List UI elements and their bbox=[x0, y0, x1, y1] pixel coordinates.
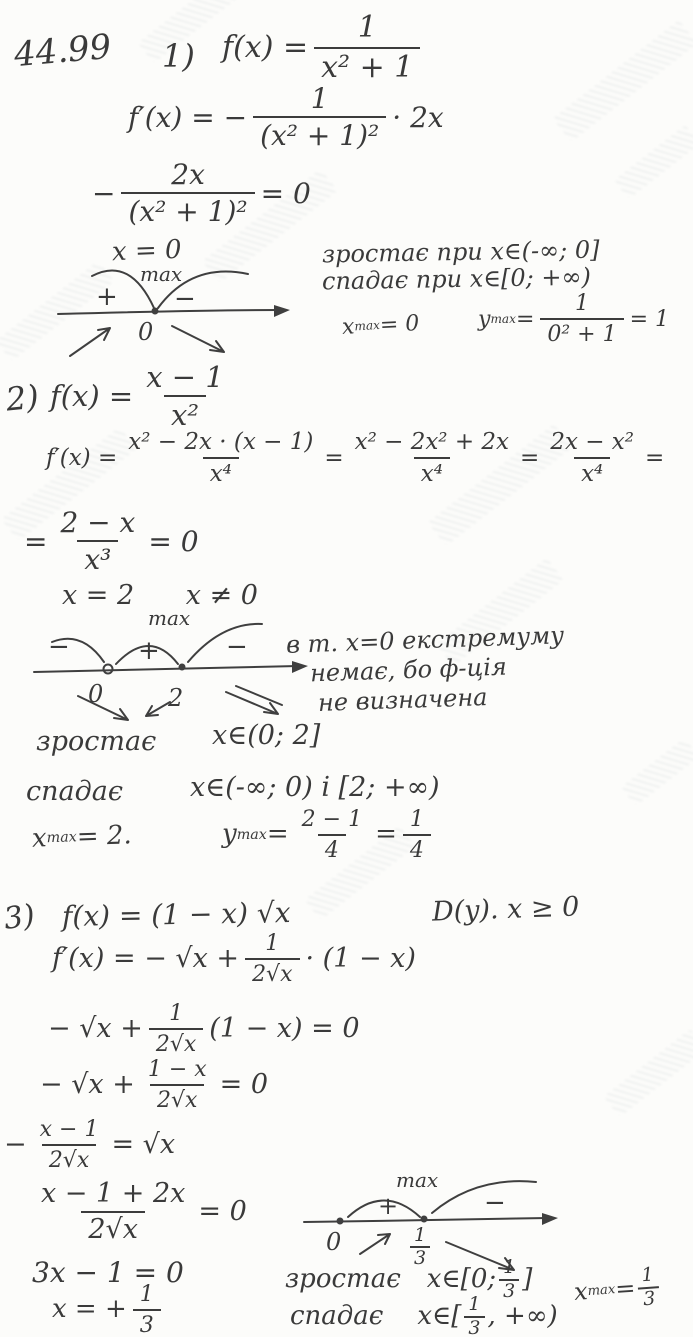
fraction-numerator: 1 bbox=[310, 82, 329, 115]
p3-deriv-tail: · (1 − x) bbox=[305, 942, 416, 974]
minus-sign: − bbox=[48, 632, 70, 662]
fraction-numerator: 1 bbox=[265, 931, 280, 956]
point-marker bbox=[179, 664, 186, 671]
fraction bbox=[637, 1265, 660, 1310]
p3-eq1-tail: (1 − x) = 0 bbox=[209, 1012, 360, 1044]
fraction-denominator: x³ bbox=[77, 540, 118, 574]
p2-decreasing-interval-text: x∈(-∞; 0) і [2; +∞) bbox=[190, 772, 440, 803]
p1-deriv-tail: · 2x bbox=[392, 100, 444, 134]
p2-simp-tail: = 0 bbox=[148, 524, 199, 558]
fraction-numerator: 1 bbox=[169, 1001, 184, 1026]
p3-equation-4 bbox=[28, 1180, 247, 1245]
p3-eq3-tail: = √x bbox=[111, 1128, 176, 1160]
increase-arrow bbox=[70, 328, 110, 356]
p1-increasing-text: зростає при x∈(-∞; 0] bbox=[321, 235, 600, 269]
fraction-denominator: (x² + 1)² bbox=[253, 116, 386, 150]
p2-def-lhs: f(x) = bbox=[50, 379, 134, 414]
axis-arrowhead bbox=[274, 305, 290, 317]
item-1-label-text: 1) bbox=[162, 37, 195, 75]
fraction bbox=[121, 160, 254, 227]
fraction-numerator: 1 bbox=[574, 291, 589, 316]
fraction-denominator: (x² + 1)² bbox=[121, 192, 254, 226]
fraction-denominator: 3 bbox=[499, 1279, 519, 1302]
p2-derivative bbox=[46, 430, 664, 486]
point-label-zero: 0 bbox=[138, 318, 154, 346]
equals-sign: = bbox=[614, 1274, 637, 1304]
fraction bbox=[53, 508, 142, 575]
open-point-marker bbox=[104, 665, 113, 674]
plus-sign: + bbox=[378, 1192, 399, 1220]
fraction-denominator: x² + 1 bbox=[314, 47, 420, 84]
axis-line bbox=[58, 310, 280, 314]
p2-note1-text: в т. x=0 екстремуму bbox=[285, 621, 565, 659]
p3-root-lhs: x = + bbox=[52, 1294, 127, 1325]
p3-xmax-sub: max bbox=[587, 1282, 616, 1300]
fraction bbox=[141, 1058, 214, 1112]
p2-function-definition bbox=[50, 362, 237, 431]
item-2-label-text: 2) bbox=[4, 377, 41, 419]
fraction-numerator: 1 bbox=[409, 807, 424, 832]
p1-xmax-base: x bbox=[341, 314, 356, 341]
fraction-denominator: 2√x bbox=[149, 1028, 203, 1056]
p1-eq-tail: = 0 bbox=[260, 176, 311, 210]
p1-derivative bbox=[128, 84, 444, 151]
fraction bbox=[464, 1295, 484, 1337]
p1-xmax-value: = 0 bbox=[379, 310, 420, 339]
p1-ymax-base: y bbox=[478, 306, 491, 332]
p2-xmax-sub: max bbox=[46, 829, 78, 847]
p3-eq2-lhs: − √x + bbox=[40, 1068, 135, 1100]
p2-note-line1 bbox=[286, 623, 565, 658]
item-3-label bbox=[2, 900, 37, 935]
fraction bbox=[253, 84, 386, 151]
axis-arrowhead bbox=[542, 1213, 558, 1225]
p1-def-lhs: f(x) = bbox=[222, 29, 309, 65]
p1-ymax-sub: max bbox=[490, 311, 516, 326]
max-label: max bbox=[140, 262, 183, 286]
point-marker-zero bbox=[337, 1218, 344, 1225]
fraction-denominator: 0² + 1 bbox=[540, 318, 623, 346]
fraction-denominator: 2√x bbox=[245, 958, 299, 986]
right-curve bbox=[188, 624, 262, 662]
fraction-numerator: 2x bbox=[171, 158, 205, 191]
p3-eq5-text: 3x − 1 = 0 bbox=[32, 1256, 184, 1289]
p2-ymax bbox=[222, 808, 437, 862]
p3-increasing-word: зростає bbox=[285, 1264, 401, 1295]
fraction bbox=[121, 430, 320, 486]
fraction bbox=[139, 362, 231, 431]
problem-number-text: 44.99 bbox=[12, 26, 113, 76]
watermark-smudge bbox=[621, 738, 693, 806]
p2-increasing-interval-text: x∈(0; 2] bbox=[212, 720, 321, 751]
fraction-denominator: x⁴ bbox=[414, 457, 450, 486]
fraction-numerator: 1 bbox=[357, 10, 377, 45]
p2-ymax-eq: = bbox=[266, 819, 289, 850]
equals-sign: = bbox=[520, 445, 540, 472]
p3-xmax bbox=[573, 1265, 663, 1315]
fraction-denominator: x⁴ bbox=[203, 457, 239, 486]
p2-increasing-interval bbox=[212, 722, 320, 750]
fraction-denominator: 2√x bbox=[150, 1084, 204, 1112]
fraction-denominator: 4 bbox=[403, 834, 431, 862]
point-marker bbox=[152, 308, 159, 315]
number-line-1 bbox=[52, 252, 307, 367]
equals-sign: = bbox=[645, 445, 665, 472]
p1-equation bbox=[92, 160, 311, 227]
p3-equation-1 bbox=[48, 1002, 360, 1056]
p2-deriv-lhs: f′(x) = bbox=[46, 445, 118, 472]
p3-function-definition bbox=[62, 898, 291, 931]
equals-sign: = bbox=[324, 445, 344, 472]
equals-sign: = bbox=[375, 819, 397, 850]
fraction-numerator: 1 bbox=[503, 1256, 516, 1278]
fraction-denominator: 2√x bbox=[81, 1211, 145, 1244]
p3-decreasing bbox=[290, 1295, 558, 1337]
p2-note3-text: не визначена bbox=[317, 683, 488, 717]
p3-eq3-lhs: − bbox=[4, 1128, 27, 1160]
p2-roots-text: x = 2 x ≠ 0 bbox=[62, 580, 258, 611]
point-label-zero: 0 bbox=[88, 680, 104, 708]
fraction-denominator: 3 bbox=[410, 1246, 430, 1268]
p1-function-definition bbox=[222, 12, 426, 83]
problem-number bbox=[12, 26, 113, 76]
p3-increasing-interval-end: ] bbox=[522, 1264, 533, 1295]
fraction-numerator: x² − 2x² + 2x bbox=[354, 429, 510, 455]
watermark-smudge bbox=[614, 125, 693, 199]
p3-decreasing-word: спадає bbox=[290, 1301, 384, 1332]
p2-decreasing-label bbox=[26, 778, 123, 806]
fraction-numerator: 1 bbox=[468, 1293, 481, 1315]
p3-domain bbox=[432, 893, 580, 926]
max-label: max bbox=[396, 1168, 439, 1192]
max-label: max bbox=[148, 606, 191, 630]
plus-sign: + bbox=[96, 282, 118, 312]
p3-root bbox=[52, 1283, 167, 1337]
watermark-smudge bbox=[604, 1029, 693, 1117]
p3-increasing-interval-start: x∈[0; bbox=[426, 1264, 497, 1295]
p2-increasing-word: зростає bbox=[36, 726, 157, 757]
fraction bbox=[245, 932, 299, 986]
point-label-zero: 0 bbox=[326, 1228, 342, 1256]
p3-decreasing-interval-end: , +∞) bbox=[487, 1301, 558, 1332]
fraction bbox=[543, 430, 641, 486]
p3-xmax-base: x bbox=[573, 1277, 589, 1307]
point-marker-one-third bbox=[421, 1216, 428, 1223]
item-3-label-text: 3) bbox=[1, 898, 38, 937]
p2-simplified bbox=[24, 508, 199, 575]
fraction-numerator: 1 bbox=[414, 1224, 427, 1246]
p1-ymax bbox=[478, 292, 669, 346]
item-1-label bbox=[162, 37, 195, 75]
fraction-numerator: 2 − x bbox=[60, 506, 136, 539]
p3-derivative bbox=[52, 932, 416, 986]
fraction bbox=[149, 1002, 203, 1056]
p1-xmax-sub: max bbox=[354, 318, 381, 334]
p1-ymax-eq: = bbox=[515, 306, 535, 332]
minus-sign: − bbox=[174, 284, 196, 314]
fraction-denominator: 3 bbox=[464, 1316, 484, 1337]
fraction-numerator: 2 − 1 bbox=[301, 807, 363, 832]
p3-equation-2 bbox=[40, 1058, 268, 1112]
fraction bbox=[33, 1118, 106, 1172]
fraction bbox=[295, 808, 369, 862]
fraction-denominator: 4 bbox=[318, 834, 346, 862]
fraction bbox=[133, 1283, 161, 1337]
fraction-numerator: 1 bbox=[139, 1282, 154, 1307]
fraction bbox=[314, 12, 420, 83]
fraction-denominator: x² bbox=[164, 395, 206, 430]
p2-decreasing-interval bbox=[190, 774, 440, 802]
fraction-numerator: x − 1 bbox=[39, 1117, 99, 1142]
decrease-arrow bbox=[172, 326, 224, 352]
decrease-arrow-right bbox=[226, 686, 282, 714]
fraction-denominator: x⁴ bbox=[574, 457, 610, 486]
increase-arrow bbox=[360, 1234, 390, 1254]
p1-ymax-result: = 1 bbox=[629, 306, 670, 332]
p2-note-line3 bbox=[318, 685, 488, 716]
fraction-numerator: 2x − x² bbox=[550, 429, 635, 455]
p1-decreasing-note bbox=[321, 262, 592, 296]
fraction-numerator: x² − 2x · (x − 1) bbox=[128, 429, 314, 455]
p3-eq2-tail: = 0 bbox=[219, 1068, 269, 1100]
fraction-denominator: 3 bbox=[133, 1309, 161, 1337]
p2-decreasing-word: спадає bbox=[26, 776, 123, 807]
p1-decreasing-text: спадає при x∈[0; +∞) bbox=[321, 262, 592, 296]
p2-xmax-base: x bbox=[31, 823, 48, 854]
p1-root-text: x = 0 bbox=[111, 234, 183, 268]
p3-decreasing-interval-start: x∈[ bbox=[417, 1301, 462, 1332]
fraction bbox=[34, 1180, 192, 1245]
fraction-denominator: 2√x bbox=[42, 1144, 96, 1172]
fraction bbox=[348, 430, 516, 486]
point-label-two: 2 bbox=[168, 684, 184, 712]
axis-line bbox=[34, 666, 298, 672]
fraction-numerator: 1 − x bbox=[147, 1057, 207, 1082]
p3-eq4-tail: = 0 bbox=[198, 1196, 247, 1228]
p2-simp-lhs: = bbox=[24, 524, 48, 558]
p1-eq-lhs: − bbox=[92, 176, 116, 210]
p2-xmax-value: = 2. bbox=[76, 820, 133, 853]
small-arrow bbox=[146, 702, 170, 716]
watermark-smudge bbox=[553, 20, 693, 142]
fraction bbox=[403, 808, 431, 862]
p1-deriv-lhs: f′(x) = − bbox=[128, 100, 248, 134]
fraction-numerator: 1 bbox=[640, 1263, 655, 1287]
p2-note2-text: немає, бо ф-ція bbox=[309, 652, 508, 688]
fraction-denominator: 3 bbox=[638, 1286, 660, 1310]
item-2-label bbox=[4, 377, 41, 419]
p3-equation-3 bbox=[4, 1118, 175, 1172]
minus-sign: − bbox=[484, 1188, 506, 1218]
p2-ymax-base: y bbox=[222, 819, 237, 850]
p2-increasing-label bbox=[36, 728, 156, 756]
p3-deriv-lhs: f′(x) = − √x + bbox=[52, 942, 240, 974]
p3-domain-text: D(y). x ≥ 0 bbox=[431, 891, 580, 928]
p3-def-text: f(x) = (1 − x) √x bbox=[61, 896, 291, 933]
fraction bbox=[540, 292, 623, 346]
fraction-numerator: x − 1 bbox=[146, 360, 224, 394]
p3-eq1-lhs: − √x + bbox=[48, 1012, 143, 1044]
p2-ymax-sub: max bbox=[236, 826, 267, 843]
p2-xmax bbox=[32, 822, 133, 853]
fraction-numerator: x − 1 + 2x bbox=[41, 1178, 186, 1209]
p2-note-line2 bbox=[309, 652, 508, 688]
axis-arrowhead bbox=[292, 661, 308, 673]
number-line-2 bbox=[30, 608, 320, 728]
minus-sign: − bbox=[226, 632, 248, 662]
plus-sign: + bbox=[138, 636, 160, 666]
p1-xmax bbox=[341, 312, 419, 339]
